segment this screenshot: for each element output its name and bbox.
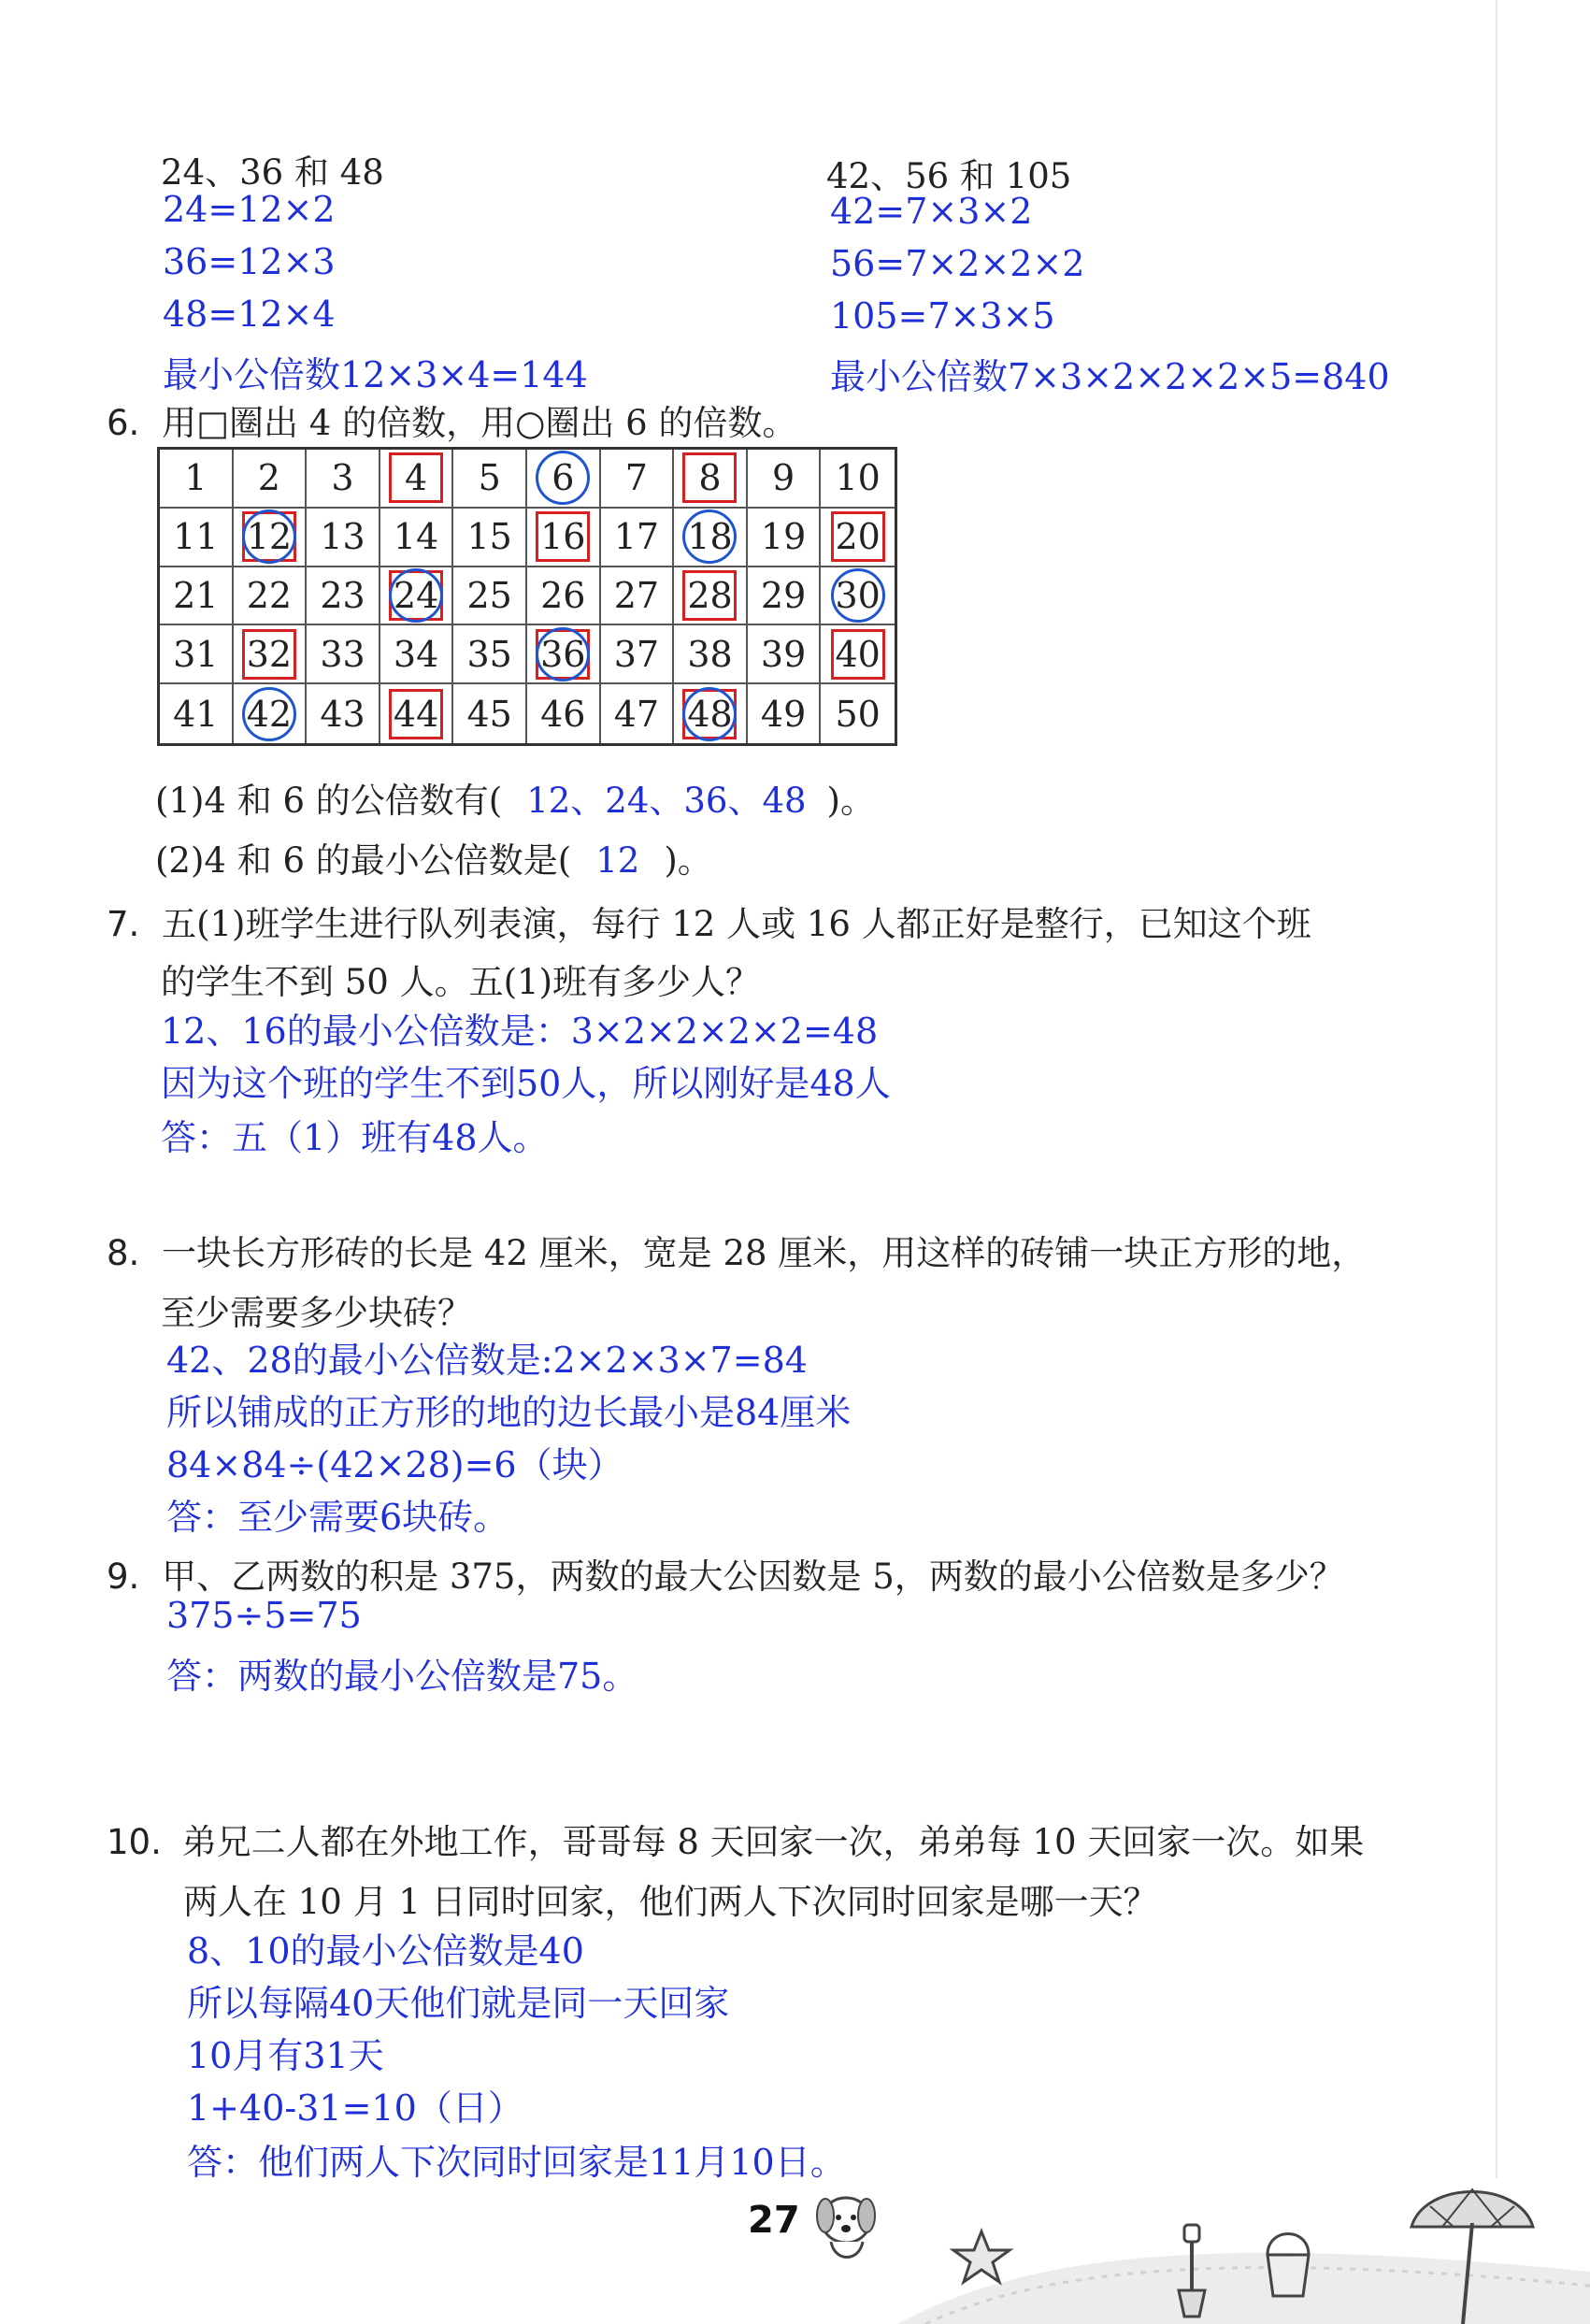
answer-line: 42=7×3×2	[830, 191, 1033, 232]
answer-line: 105=7×3×5	[830, 295, 1055, 337]
grid-cell	[821, 450, 895, 509]
answer-line: 56=7×2×2×2	[830, 243, 1085, 284]
grid-number: 40	[835, 633, 881, 675]
grid-number: 35	[466, 633, 512, 675]
sub-prefix: (2)4 和 6 的最小公倍数是(	[155, 840, 572, 881]
grid-number: 16	[540, 516, 586, 558]
grid-cell	[380, 684, 454, 743]
grid-number: 38	[687, 633, 733, 675]
answer-line: 42、28的最小公倍数是:2×2×3×7=84	[166, 1340, 808, 1381]
answer-line: 答：至少需要6块砖。	[166, 1497, 509, 1538]
sub-prefix: (1)4 和 6 的公倍数有(	[155, 781, 503, 821]
grid-number: 33	[320, 633, 365, 675]
grid-cell	[307, 450, 380, 509]
grid-cell	[821, 625, 895, 684]
grid-number: 39	[760, 633, 807, 675]
sub-answer: 12、24、36、48	[526, 781, 807, 821]
question-number: 8.	[107, 1233, 140, 1273]
grid-number: 18	[687, 516, 733, 558]
grid-number: 32	[246, 633, 293, 675]
sub-answer: 12	[595, 840, 640, 881]
grid-cell	[527, 509, 601, 567]
grid-number: 21	[173, 574, 219, 616]
answer-line: 84×84÷(42×28)=6（块）	[166, 1444, 623, 1485]
grid-number: 30	[835, 574, 881, 616]
grid-cell	[380, 509, 454, 567]
grid-cell	[601, 509, 675, 567]
grid-cell	[380, 625, 454, 684]
grid-cell	[674, 684, 748, 743]
grid-cell	[307, 684, 380, 743]
grid-cell	[307, 567, 380, 626]
grid-cell	[234, 567, 308, 626]
sub-suffix: )。	[826, 781, 875, 821]
grid-number: 44	[393, 693, 439, 735]
grid-cell	[307, 509, 380, 567]
grid-cell	[821, 684, 895, 743]
grid-cell	[160, 625, 234, 684]
grid-cell	[160, 684, 234, 743]
answer-line: 12、16的最小公倍数是：3×2×2×2×2=48	[161, 1011, 879, 1052]
grid-cell	[380, 450, 454, 509]
grid-number: 45	[466, 693, 512, 735]
grid-cell	[453, 509, 527, 567]
grid-cell	[821, 567, 895, 626]
grid-number: 19	[760, 516, 807, 558]
grid-number: 4	[405, 457, 428, 499]
grid-number: 46	[540, 693, 586, 735]
answer-line: 375÷5=75	[166, 1595, 362, 1636]
grid-cell	[748, 684, 822, 743]
grid-cell	[527, 450, 601, 509]
grid-number: 50	[835, 693, 881, 735]
grid-cell	[380, 567, 454, 626]
grid-number: 10	[835, 457, 881, 499]
question-text: 一块长方形砖的长是 42 厘米，宽是 28 厘米，用这样的砖铺一块正方形的地，	[162, 1233, 1367, 1273]
grid-cell	[160, 567, 234, 626]
answer-line: 最小公倍数7×3×2×2×2×5=840	[830, 356, 1390, 397]
number-grid	[157, 447, 897, 746]
starfish-icon	[953, 2231, 1010, 2282]
answer-line: 答：两数的最小公倍数是75。	[166, 1656, 638, 1697]
grid-number: 42	[246, 693, 293, 735]
grid-number: 7	[624, 457, 648, 499]
grid-cell	[234, 625, 308, 684]
grid-number: 37	[613, 633, 660, 675]
grid-number: 43	[320, 693, 365, 735]
grid-cell	[527, 625, 601, 684]
grid-cell	[234, 509, 308, 567]
grid-number: 48	[687, 693, 733, 735]
question-8	[107, 1225, 1366, 1275]
grid-number: 15	[466, 516, 512, 558]
grid-cell	[527, 684, 601, 743]
grid-cell	[601, 684, 675, 743]
question-number: 6.	[107, 403, 140, 443]
grid-number: 11	[173, 516, 219, 558]
grid-number: 17	[613, 516, 660, 558]
grid-cell	[748, 450, 822, 509]
question-text: 五(1)班学生进行队列表演，每行 12 人或 16 人都正好是整行，已知这个班	[162, 904, 1311, 944]
grid-cell	[160, 450, 234, 509]
answer-line: 24=12×2	[163, 189, 336, 230]
grid-cell	[307, 625, 380, 684]
question-number: 9.	[107, 1557, 140, 1597]
answer-line: 最小公倍数12×3×4=144	[163, 354, 588, 395]
question-10-line2: 两人在 10 月 1 日同时回家，他们两人下次同时回家是哪一天？	[183, 1882, 1158, 1922]
grid-number: 28	[687, 574, 733, 616]
answer-line: 8、10的最小公倍数是40	[187, 1930, 584, 1972]
grid-number: 12	[246, 516, 293, 558]
problem-42-56-105: 42、56 和 105	[826, 156, 1072, 196]
grid-number: 49	[760, 693, 807, 735]
footer-beach-decoration	[0, 2169, 1590, 2324]
grid-cell	[234, 450, 308, 509]
grid-cell	[674, 625, 748, 684]
answer-line: 10月有31天	[187, 2035, 384, 2076]
grid-number: 8	[698, 457, 722, 499]
grid-number: 3	[331, 457, 354, 499]
grid-number: 13	[320, 516, 365, 558]
grid-cell	[527, 567, 601, 626]
sand-hill-shape	[897, 2253, 1590, 2324]
grid-number: 14	[393, 516, 439, 558]
grid-number: 36	[540, 633, 586, 675]
grid-number: 24	[393, 574, 439, 616]
problem-24-36-48: 24、36 和 48	[161, 152, 384, 193]
grid-cell	[160, 509, 234, 567]
question-9	[107, 1548, 1344, 1599]
question-text: 甲、乙两数的积是 375，两数的最大公因数是 5，两数的最小公倍数是多少？	[162, 1557, 1344, 1597]
q6-sub2	[155, 832, 712, 882]
grid-cell	[601, 450, 675, 509]
bucket-icon	[1268, 2234, 1309, 2297]
grid-cell	[453, 450, 527, 509]
grid-number: 41	[173, 693, 219, 735]
question-7-line2: 的学生不到 50 人。五(1)班有多少人？	[161, 962, 761, 1002]
question-text: 弟兄二人都在外地工作，哥哥每 8 天回家一次，弟弟每 10 天回家一次。如果	[181, 1822, 1365, 1862]
grid-number: 31	[173, 633, 219, 675]
answer-line: 所以铺成的正方形的地的边长最小是84厘米	[166, 1392, 852, 1433]
grid-cell	[234, 684, 308, 743]
answer-line: 48=12×4	[163, 294, 336, 335]
grid-number: 22	[246, 574, 293, 616]
grid-number: 47	[613, 693, 660, 735]
grid-cell	[674, 567, 748, 626]
answer-line: 所以每隔40天他们就是同一天回家	[187, 1983, 730, 2024]
grid-cell	[674, 450, 748, 509]
grid-cell	[453, 625, 527, 684]
answer-line: 1+40-31=10（日）	[187, 2087, 523, 2129]
grid-number: 6	[551, 457, 575, 499]
grid-number: 29	[760, 574, 807, 616]
grid-number: 25	[466, 574, 512, 616]
answer-line: 因为这个班的学生不到50人，所以刚好是48人	[161, 1063, 891, 1104]
grid-cell	[453, 684, 527, 743]
question-7	[107, 896, 1311, 946]
question-text: 用□圈出 4 的倍数，用○圈出 6 的倍数。	[162, 403, 797, 443]
grid-number: 26	[540, 574, 586, 616]
question-number: 10.	[107, 1822, 162, 1862]
answer-line: 36=12×3	[163, 241, 336, 282]
page-gutter-line	[1496, 0, 1497, 2178]
grid-cell	[674, 509, 748, 567]
question-8-line2: 至少需要多少块砖？	[161, 1293, 472, 1333]
grid-number: 27	[613, 574, 660, 616]
grid-number: 34	[393, 633, 439, 675]
grid-cell	[748, 509, 822, 567]
grid-cell	[748, 567, 822, 626]
grid-number: 20	[835, 516, 881, 558]
grid-cell	[453, 567, 527, 626]
question-10	[107, 1814, 1364, 1864]
answer-line: 答：他们两人下次同时回家是11月10日。	[187, 2142, 846, 2183]
grid-cell	[748, 625, 822, 684]
sub-suffix: )。	[664, 840, 712, 881]
grid-number: 23	[320, 574, 365, 616]
question-number: 7.	[107, 904, 140, 944]
question-6	[107, 395, 796, 445]
grid-number: 5	[478, 457, 501, 499]
grid-number: 1	[184, 457, 208, 499]
q6-sub1	[155, 772, 875, 823]
grid-number: 9	[772, 457, 795, 499]
answer-line: 答：五（1）班有48人。	[161, 1117, 549, 1158]
puppy-icon	[817, 2198, 875, 2258]
grid-number: 2	[257, 457, 280, 499]
grid-cell	[601, 567, 675, 626]
grid-cell	[601, 625, 675, 684]
grid-cell	[821, 509, 895, 567]
page-number: 27	[748, 2199, 800, 2242]
